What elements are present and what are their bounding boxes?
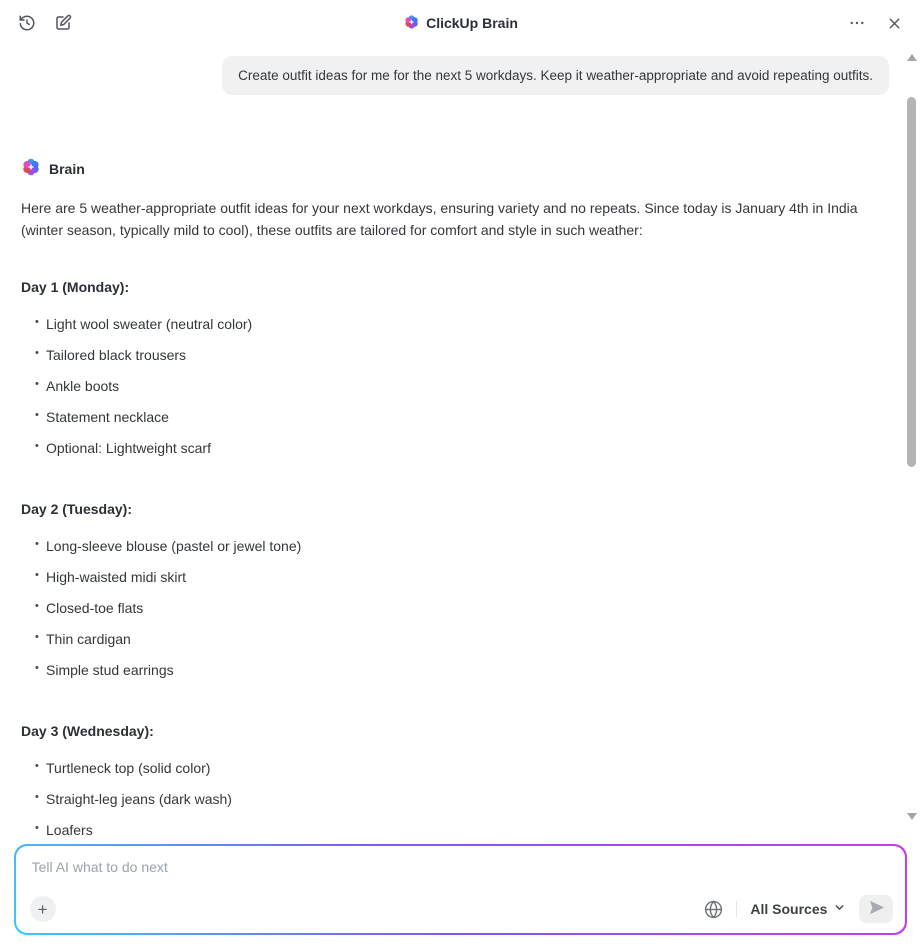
day-heading: Day 1 (Monday): [21,279,130,296]
list-item: • Straight-leg jeans (dark wash) [21,783,889,814]
chat-scroll-area[interactable] [0,46,901,838]
more-options-button[interactable] [848,14,866,32]
sources-dropdown-label: All Sources [750,901,828,918]
compose-icon [54,14,72,32]
ellipsis-icon [848,14,866,32]
close-icon [886,15,903,32]
add-attachment-button[interactable] [30,896,56,922]
plus-icon: + [37,899,48,919]
send-button[interactable] [859,895,893,923]
sources-dropdown[interactable] [750,901,846,917]
assistant-message [21,157,889,876]
assistant-header [21,157,889,180]
history-button[interactable] [18,14,36,32]
send-icon [868,899,885,919]
window-title-text: ClickUp Brain [426,15,518,31]
clickup-brain-logo-icon [403,14,419,33]
window-title [403,14,518,33]
titlebar [0,0,921,46]
list-item: • Statement necklace [21,401,889,432]
scrollbar[interactable] [905,48,919,827]
close-button[interactable] [886,15,903,32]
list-item: • Turtleneck top (solid color) [21,752,889,783]
list-item: • Thin cardigan [21,623,889,654]
day-section-2 [21,501,889,685]
composer [14,844,907,935]
scrollbar-down-arrow[interactable] [907,813,917,820]
new-chat-button[interactable] [54,14,72,32]
history-icon [18,14,36,32]
day-heading: Day 2 (Tuesday): [21,501,132,518]
list-item: • Long-sleeve blouse (pastel or jewel tone) [21,530,889,561]
list-item: • Optional: Lightweight scarf [21,432,889,463]
list-item: • Tailored black trousers [21,339,889,370]
list-item: • High-waisted midi skirt [21,561,889,592]
web-search-button[interactable] [704,900,723,919]
ai-prompt-input[interactable] [30,857,894,881]
assistant-name: Brain [49,160,85,177]
scrollbar-thumb[interactable] [907,97,916,467]
assistant-intro: Here are 5 weather-appropriate outfit ideas for your next workdays, ensuring variety and no repeats. Since today is January 4th in India (winter season, typically mild to cool), these outfits are tailored for comfort and style in such weather: [21,200,858,239]
list-item: • Light wool sweater (neutral color) [21,308,889,339]
user-message-bubble: Create outfit ideas for me for the next 5 workdays. Keep it weather-appropriate and avoid repeating outfits. [222,56,889,95]
divider [736,901,737,917]
list-item: • Loafers [21,814,889,845]
day-section-1 [21,279,889,463]
scrollbar-up-arrow[interactable] [907,54,917,61]
list-item: • Simple stud earrings [21,654,889,685]
list-item: • Closed-toe flats [21,592,889,623]
globe-icon [704,900,723,919]
brain-logo-icon [21,157,41,180]
chevron-down-icon [833,901,846,917]
day-heading: Day 3 (Wednesday): [21,723,154,740]
list-item: • Ankle boots [21,370,889,401]
